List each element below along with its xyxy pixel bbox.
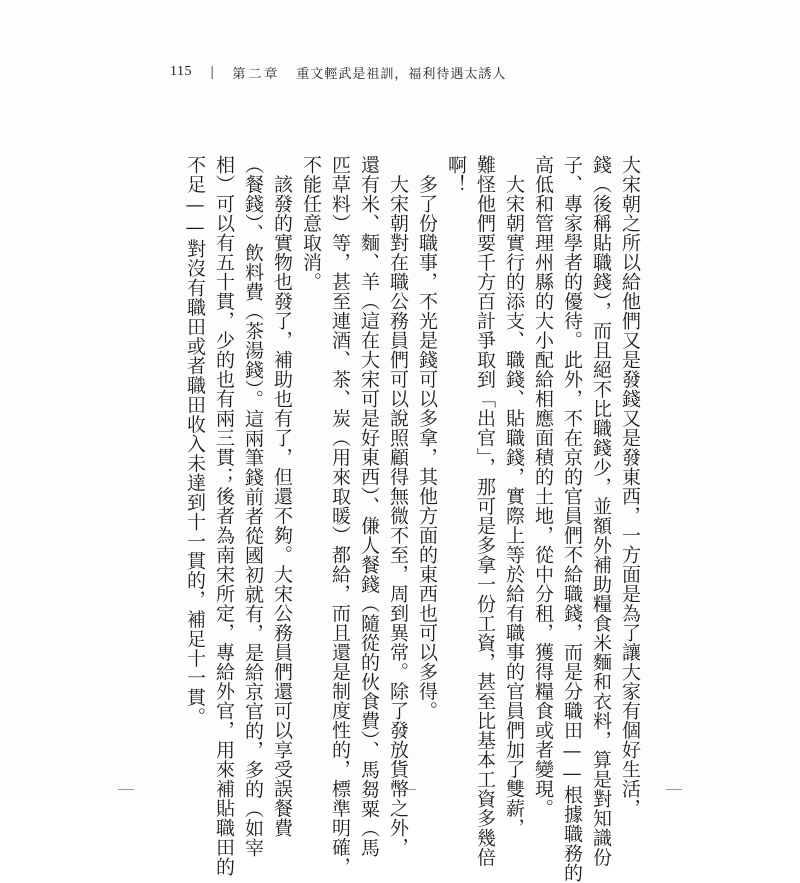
text-column: 該發的實物也發了，補助也有了，但還不夠。大宋公務員們還可以享受誤餐費 (271, 155, 293, 838)
text-column: 啊！ (445, 155, 467, 194)
text-column: 不足——對沒有職田或者職田收入未達到十一貫的，補足十一貫。 (184, 155, 206, 727)
header-divider: | (209, 64, 215, 80)
text-column: 匹草料）等，甚至連酒、茶、炭（用來取暖）都給，而且還是制度性的，標準明確， (329, 155, 351, 877)
crop-mark (666, 789, 682, 800)
running-title: 重文輕武是祖訓，福利待遇太誘人 (296, 66, 507, 82)
vertical-body-text (165, 155, 641, 883)
page-number: 115 (170, 64, 192, 79)
text-column: 錢（後稱貼職錢），而且絕不比職錢少，並額外補助糧食米麵和衣料，算是對知識份 (590, 155, 612, 867)
text-column: （餐錢）、飲料費（茶湯錢）。這兩筆錢前者從國初就有，是給京官的，多的（如宰 (242, 155, 264, 858)
running-header (170, 60, 506, 84)
text-column: 高低和管理州縣的大小配給相應面積的土地，從中分租，獲得糧食或者變現。 (532, 155, 554, 818)
text-column: 還有米、麵、羊（這在大宋可是好東西）、傔人餐錢（隨從的伙食費）、馬芻粟（馬 (358, 155, 380, 858)
text-column: 子、專家學者的優待。此外，不在京的官員們不給職錢，而是分職田——根據職務的 (561, 155, 583, 883)
text-column: 難怪他們要千方百計爭取到「出官」，那可是多拿一份工資，甚至比基本工資多幾倍 (474, 155, 496, 867)
text-column: 多了份職事，不光是錢可以多拿，其他方面的東西也可以多得。 (416, 155, 438, 721)
text-column: 大宋朝實行的添支、職錢、貼職錢，實際上等於給有職事的官員們加了雙薪， (503, 155, 525, 838)
text-column: 大宋朝對在職公務員們可以說照顧得無微不至，周到異常。除了發放貨幣之外， (387, 155, 409, 857)
crop-mark (118, 789, 134, 800)
chapter-label: 第二章 (232, 66, 281, 82)
text-column: 大宋朝之所以給他們又是發錢又是發東西，一方面是為了讓大家有個好生活， (619, 155, 641, 818)
text-column: 不能任意取消。 (300, 155, 322, 292)
text-column: 相）可以有五十貫，少的也有兩三貫；後者為南宋所定，專給外官，用來補貼職田的 (213, 155, 235, 877)
crop-mark (400, 789, 416, 800)
